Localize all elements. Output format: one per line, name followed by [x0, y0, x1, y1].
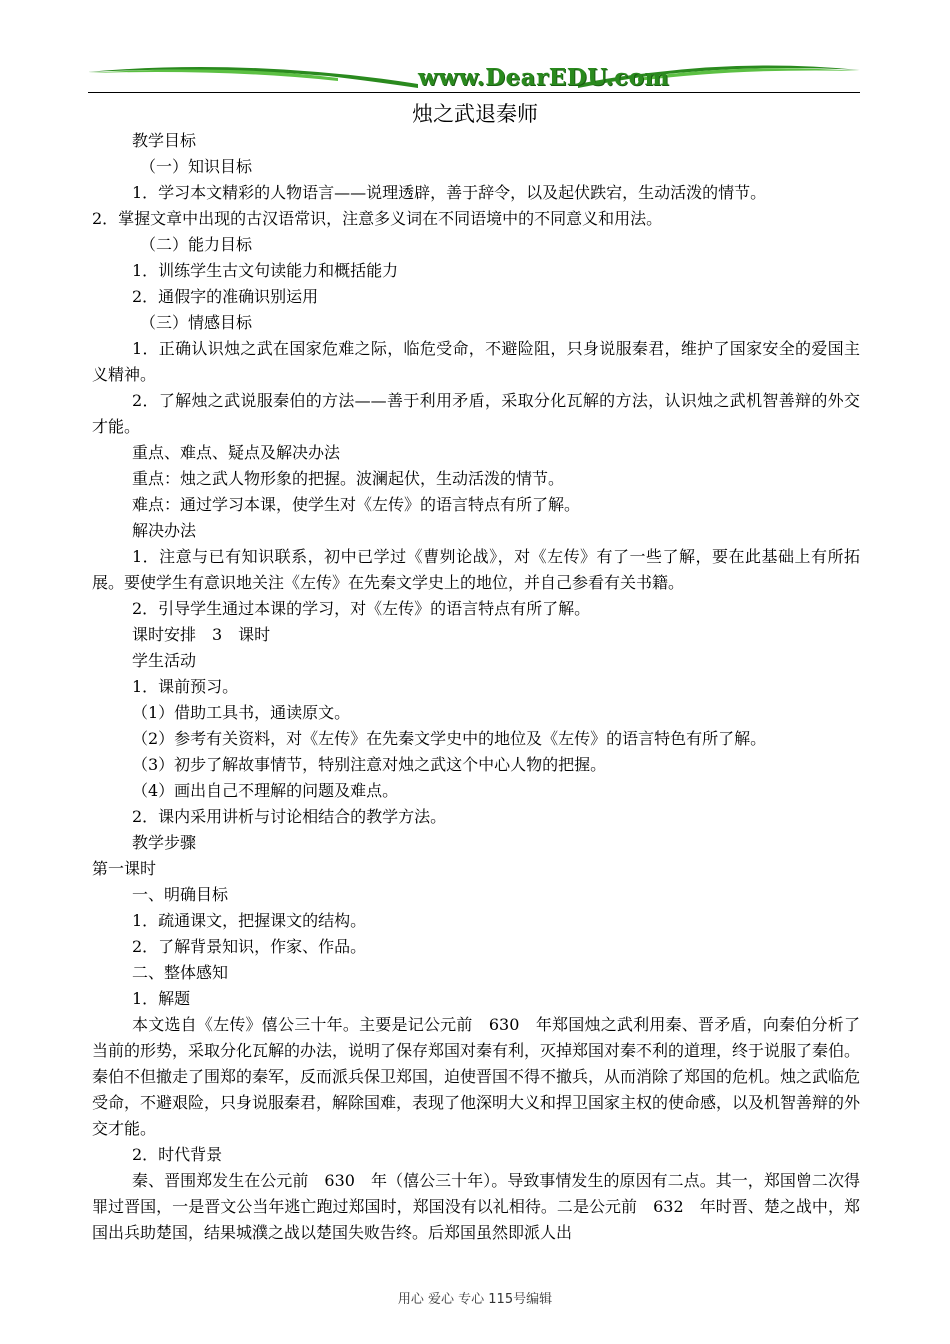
- document-title: 烛之武退秦师: [412, 102, 538, 126]
- body-line: （4）画出自己不理解的问题及难点。: [132, 781, 399, 800]
- body-line: 1．训练学生古文句读能力和概括能力: [132, 261, 399, 280]
- body-line: 2．通假字的准确识别运用: [132, 287, 319, 306]
- body-line: 2．掌握文章中出现的古汉语常识，注意多义词在不同语境中的不同意义和用法。: [92, 209, 663, 228]
- body-line: 第一课时: [92, 859, 157, 878]
- body-line: 2．了解背景知识，作家、作品。: [132, 937, 367, 956]
- header-divider: [88, 92, 860, 93]
- body-line: 二、整体感知: [132, 963, 229, 982]
- body-line: 秦、晋围郑发生在公元前 630 年（僖公三十年）。导致事情发生的原因有二点。其一，郑国曾二次得罪过晋国，一是晋文公当年逃亡跑过郑国时，郑国没有以礼相待。二是公元前 632 年时晋、楚之战中，郑国出兵助楚国，结果城濮之战以楚国失败告终。后郑国虽然即派人出: [92, 1171, 860, 1242]
- body-line: 难点：通过学习本课，使学生对《左传》的语言特点有所了解。: [132, 495, 581, 514]
- body-line: （3）初步了解故事情节，特别注意对烛之武这个中心人物的把握。: [132, 755, 607, 774]
- body-line: 2．引导学生通过本课的学习，对《左传》的语言特点有所了解。: [132, 599, 591, 618]
- site-brand: www.DearEDU.com: [418, 64, 670, 91]
- body-line: 一、明确目标: [132, 885, 229, 904]
- body-line: 重点、难点、疑点及解决办法: [132, 443, 341, 462]
- body-line: 课时安排 3 课时: [132, 625, 271, 644]
- body-line: （1）借助工具书，通读原文。: [132, 703, 351, 722]
- page-footer: 用心 爱心 专心 115号编辑: [397, 1292, 553, 1307]
- body-line: 解决办法: [132, 521, 197, 540]
- body-line: 教学步骤: [132, 833, 197, 852]
- body-line: 学生活动: [132, 651, 197, 670]
- body-line: （二）能力目标: [140, 235, 253, 254]
- site-header: [88, 62, 860, 96]
- body-line: 2．了解烛之武说服秦伯的方法——善于利用矛盾，采取分化瓦解的方法，认识烛之武机智善辩的外交才能。: [92, 391, 860, 436]
- body-line: 2．课内采用讲析与讨论相结合的教学方法。: [132, 807, 447, 826]
- document-body: [92, 128, 860, 1246]
- body-line: 1．学习本文精彩的人物语言——说理透辟，善于辞令，以及起伏跌宕，生动活泼的情节。: [132, 183, 767, 202]
- body-line: 本文选自《左传》僖公三十年。主要是记公元前 630 年郑国烛之武利用秦、晋矛盾，向秦伯分析了当前的形势，采取分化瓦解的办法，说明了保存郑国对秦有利，灭掉郑国对秦不利的道理，终于说服了秦伯。秦伯不但撤走了围郑的秦军，反而派兵保卫郑国，迫使晋国不得不撤兵，从而消除了郑国的危机。烛之武临危受命，不避艰险，只身说服秦君，解除国难，表现了他深明大义和捍卫国家主权的使命感，以及机智善辩的外交才能。: [92, 1015, 861, 1138]
- body-line: （三）情感目标: [140, 313, 253, 332]
- body-line: 1．解题: [132, 989, 191, 1008]
- body-line: 1．课前预习。: [132, 677, 239, 696]
- body-line: 1．正确认识烛之武在国家危难之际，临危受命，不避险阻，只身说服秦君，维护了国家安全的爱国主义精神。: [92, 339, 860, 384]
- body-line: 1．疏通课文，把握课文的结构。: [132, 911, 367, 930]
- body-line: 1．注意与已有知识联系，初中已学过《曹刿论战》，对《左传》有了一些了解，要在此基础上有所拓展。要使学生有意识地关注《左传》在先秦文学史上的地位，并自己参看有关书籍。: [92, 547, 860, 592]
- body-line: 教学目标: [132, 131, 197, 150]
- body-line: 2．时代背景: [132, 1145, 223, 1164]
- body-line: （一）知识目标: [140, 157, 253, 176]
- body-line: 重点：烛之武人物形象的把握。波澜起伏，生动活泼的情节。: [132, 469, 565, 488]
- body-line: （2）参考有关资料，对《左传》在先秦文学史中的地位及《左传》的语言特色有所了解。: [132, 729, 767, 748]
